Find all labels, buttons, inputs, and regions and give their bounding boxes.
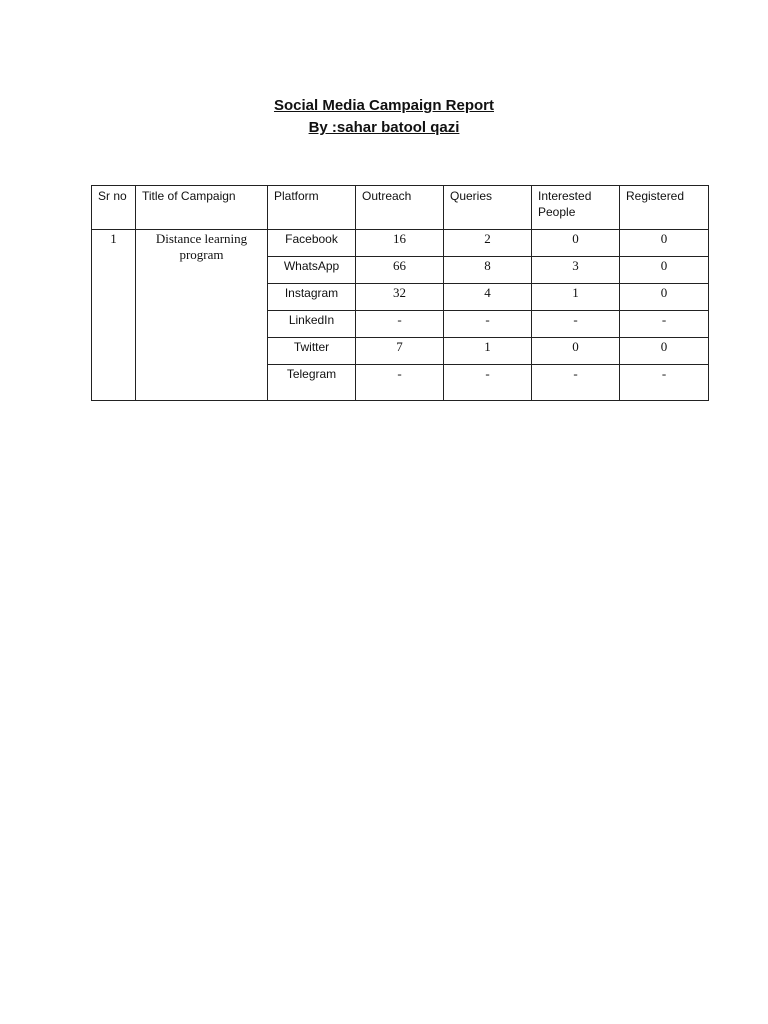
cell-queries: 8 bbox=[444, 257, 532, 284]
cell-campaign-title: Distance learning program bbox=[136, 230, 268, 401]
cell-outreach: - bbox=[356, 311, 444, 338]
cell-registered: 0 bbox=[620, 338, 709, 365]
cell-queries: 2 bbox=[444, 230, 532, 257]
cell-outreach: - bbox=[356, 365, 444, 401]
report-author: By :sahar batool qazi bbox=[308, 119, 460, 136]
campaign-table bbox=[91, 185, 709, 401]
header-outreach: Outreach bbox=[356, 186, 444, 230]
cell-registered: 0 bbox=[620, 230, 709, 257]
header-platform: Platform bbox=[268, 186, 356, 230]
cell-platform: Instagram bbox=[268, 284, 356, 311]
header-registered: Registered bbox=[620, 186, 709, 230]
cell-queries: 1 bbox=[444, 338, 532, 365]
header-sr-no: Sr no bbox=[92, 186, 136, 230]
header-interested: Interested People bbox=[532, 186, 620, 230]
cell-outreach: 66 bbox=[356, 257, 444, 284]
cell-interested: - bbox=[532, 311, 620, 338]
cell-platform: Facebook bbox=[268, 230, 356, 257]
cell-queries: - bbox=[444, 365, 532, 401]
table-header-row bbox=[92, 186, 709, 230]
cell-outreach: 16 bbox=[356, 230, 444, 257]
cell-interested: 0 bbox=[532, 230, 620, 257]
cell-interested: - bbox=[532, 365, 620, 401]
cell-queries: 4 bbox=[444, 284, 532, 311]
header-queries: Queries bbox=[444, 186, 532, 230]
cell-platform: WhatsApp bbox=[268, 257, 356, 284]
cell-platform: Telegram bbox=[268, 365, 356, 401]
report-heading bbox=[0, 95, 768, 139]
cell-platform: LinkedIn bbox=[268, 311, 356, 338]
cell-queries: - bbox=[444, 311, 532, 338]
cell-outreach: 32 bbox=[356, 284, 444, 311]
cell-interested: 0 bbox=[532, 338, 620, 365]
cell-registered: 0 bbox=[620, 257, 709, 284]
cell-interested: 3 bbox=[532, 257, 620, 284]
cell-registered: - bbox=[620, 311, 709, 338]
cell-sr-no: 1 bbox=[92, 230, 136, 401]
report-title: Social Media Campaign Report bbox=[273, 97, 495, 114]
header-campaign: Title of Campaign bbox=[136, 186, 268, 230]
cell-outreach: 7 bbox=[356, 338, 444, 365]
table-row bbox=[92, 230, 709, 257]
cell-registered: 0 bbox=[620, 284, 709, 311]
cell-registered: - bbox=[620, 365, 709, 401]
cell-interested: 1 bbox=[532, 284, 620, 311]
cell-platform: Twitter bbox=[268, 338, 356, 365]
